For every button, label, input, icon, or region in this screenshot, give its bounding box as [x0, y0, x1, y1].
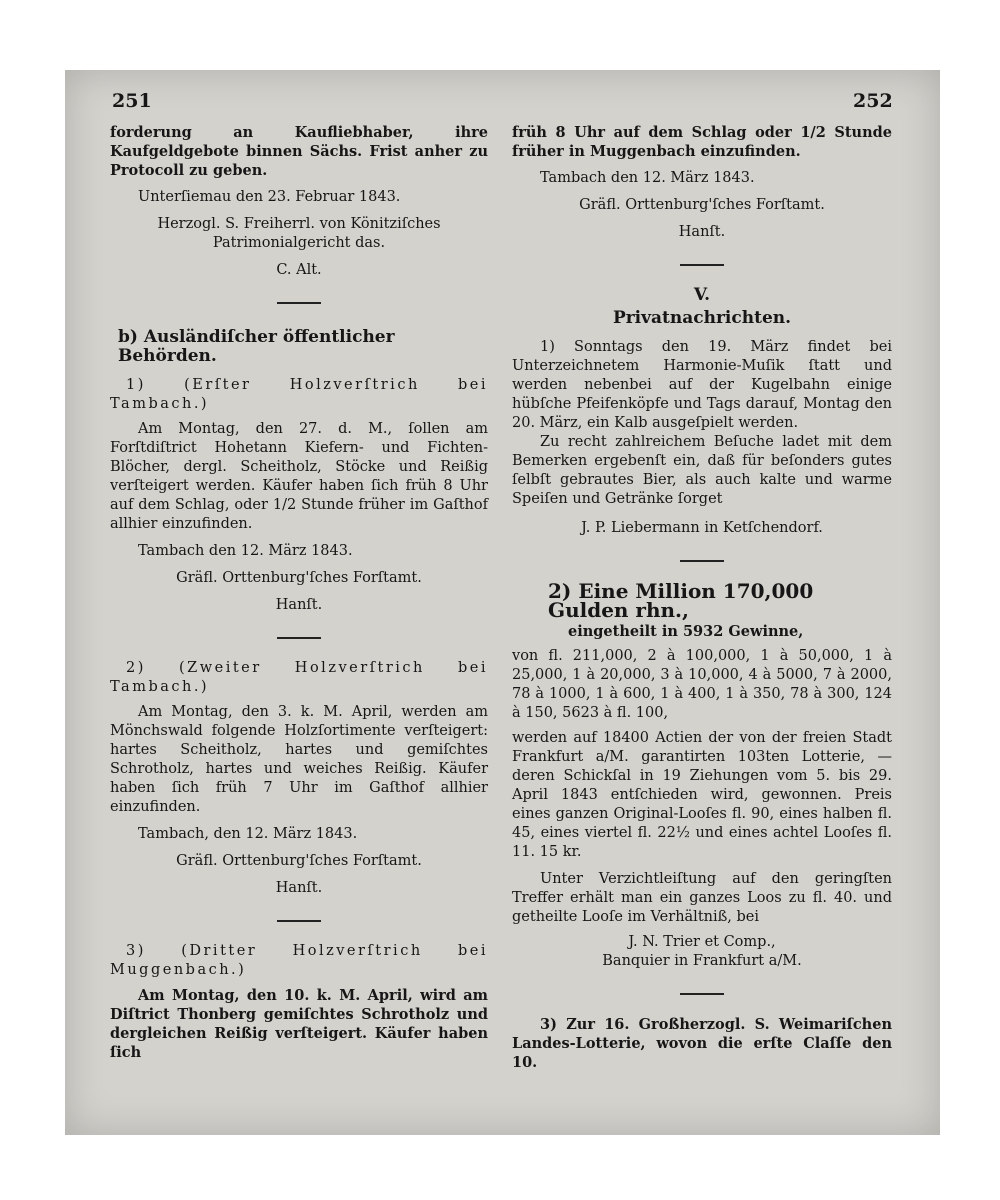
separator-rule [680, 560, 724, 562]
notice-date: Unterſiemau den 23. Februar 1843. [138, 189, 401, 205]
section-heading-b: b) Ausländiſcher öffentlicher Behörden. [118, 327, 395, 366]
notice-3-date: Tambach den 12. März 1843. [540, 170, 755, 186]
notice-2-title: 2) (Zweiter Holzverſtrich bei Tambach.) [110, 660, 488, 695]
notice-1-date: Tambach den 12. März 1843. [138, 543, 353, 559]
right-column [512, 123, 892, 1072]
lottery-signature-title: Banquier in Frankfurt a/M. [602, 953, 802, 969]
left-column [110, 123, 488, 1062]
notice-3-authority: Gräfl. Orttenburg'ſches Forſtamt. [579, 197, 825, 213]
private-notice-1-signature: J. P. Liebermann in Ketſchendorf. [581, 520, 823, 536]
notice-1-authority: Gräfl. Orttenburg'ſches Forſtamt. [176, 570, 422, 586]
notice-1-signature: Hanſt. [275, 597, 323, 613]
notice-3-continuation-text: früh 8 Uhr auf dem Schlag oder 1/2 Stunde früher in Muggenbach einzufinden. [512, 124, 892, 160]
notice-2-date: Tambach, den 12. März 1843. [138, 826, 358, 842]
separator-rule [680, 264, 724, 266]
private-notice-1-text: 1) Sonntags den 19. März findet bei Unterzeichnetem Harmonie-Muſik ſtatt und werden nebenbei auf der Kugelbahn einige hübſche Pfeifenköpfe und Tags darauf, Montag den 20. März, ein Kalb ausgeſpielt werden. [512, 339, 892, 431]
notice-2-text: Am Montag, den 3. k. M. April, werden am Mönchswald folgende Holzſortimente verſteigert: hartes Scheitholz, hartes und gemiſchtes Schrotholz, hartes und weiches Reißig. Käufer haben ſich früh 7 Uhr im Gaſthof allhier einzufinden. [110, 704, 488, 815]
notice-3-text: Am Montag, den 10. k. M. April, wird am Diſtrict Thonberg gemiſchtes Schrotholz und dergleichen Reißig verſteigert. Käufer haben ſich [110, 987, 488, 1061]
notice-3-signature: Hanſt. [678, 224, 726, 240]
notice-3-title: 3) (Dritter Holzverſtrich bei Muggenbach.) [110, 943, 488, 978]
notice-1-title: 1) (Erſter Holzverſtrich bei Tambach.) [110, 377, 488, 412]
page-number-left: 251 [112, 90, 152, 112]
notice-authority: Herzogl. S. Freiherrl. von Könitziſches Patrimonialgericht das. [157, 216, 441, 251]
lottery-headline: 2) Eine Million 170,000 Gulden rhn., [548, 579, 814, 622]
separator-rule [277, 920, 321, 922]
notice-2-authority: Gräfl. Orttenburg'ſches Forſtamt. [176, 853, 422, 869]
private-notice-3-text: 3) Zur 16. Großherzogl. S. Weimariſchen Landes-Lotterie, wovon die erſte Claſſe den 10. [512, 1016, 892, 1071]
notice-continuation-text: forderung an Kaufliebhaber, ihre Kaufgeldgebote binnen Sächs. Frist anher zu Protocoll zu geben. [110, 124, 488, 179]
lottery-offer: Unter Verzichtleiſtung auf den geringſten Treffer erhält man ein ganzes Loos zu fl. 40. und getheilte Looſe im Verhältniß, bei [512, 871, 892, 925]
page-number-right: 252 [853, 90, 893, 112]
separator-rule [277, 637, 321, 639]
notice-1-text: Am Montag, den 27. d. M., ſollen am Forſtdiſtrict Hohetann Kiefern- und Fichten-Blöcher, dergl. Scheitholz, Stöcke und Reißig verſteigert werden. Käufer haben ſich früh 8 Uhr auf dem Schlag, oder 1/2 Stunde früher im Gaſthof allhier einzufinden. [110, 421, 488, 532]
lottery-signature-name: J. N. Trier et Comp., [628, 934, 776, 950]
lottery-prize-list: von fl. 211,000, 2 à 100,000, 1 à 50,000, 1 à 25,000, 1 à 20,000, 3 à 10,000, 4 à 5000, 7 à 2000, 78 à 1000, 1 à 600, 1 à 400, 1 à 350, 78 à 300, 124 à 150, 5623 à fl. 100, [512, 648, 892, 721]
notice-2-signature: Hanſt. [275, 880, 323, 896]
lottery-description: werden auf 18400 Actien der von der freien Stadt Frankfurt a/M. garantirten 103ten Lotterie, — deren Schickſal in 19 Ziehungen vom 5. bis 29. April 1843 entſchieden wird, gewonnen. Preis eines ganzen Original-Looſes fl. 90, eines halben fl. 45, eines viertel fl. 22½ und eines achtel Looſes fl. 11. 15 kr. [512, 730, 892, 860]
notice-signature: C. Alt. [276, 262, 322, 278]
private-notice-1-text-2: Zu recht zahlreichem Beſuche ladet mit dem Bemerken ergebenſt ein, daß für beſonders gutes ſelbſt gebrautes Bier, als auch kalte und warme Speiſen und Getränke ſorget [512, 434, 892, 507]
separator-rule [680, 993, 724, 995]
separator-rule [277, 302, 321, 304]
section-title-private-news: Privatnachrichten. [612, 308, 792, 328]
lottery-subheadline: eingetheilt in 5932 Gewinne, [568, 623, 804, 640]
section-number-v: V. [693, 285, 711, 305]
